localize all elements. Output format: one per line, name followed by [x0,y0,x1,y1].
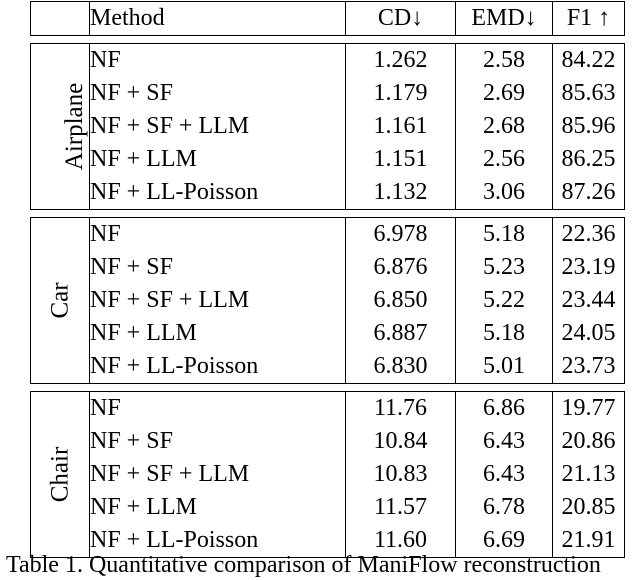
f1-cell: 19.77 [553,392,625,426]
header-method: Method [90,2,346,36]
table-body [31,36,625,558]
table-row [31,251,625,284]
spacer-cell [31,384,625,392]
cd-cell: 10.83 [346,458,456,491]
emd-cell: 5.18 [456,317,553,350]
f1-cell: 85.96 [553,110,625,143]
f1-cell: 21.91 [553,524,625,558]
method-cell: NF + SF + LLM [90,110,346,143]
table-row [31,218,625,252]
group-spacer [31,384,625,392]
table-row [31,77,625,110]
emd-cell: 6.78 [456,491,553,524]
cd-cell: 11.60 [346,524,456,558]
method-cell: NF + LLM [90,143,346,176]
group-label-cell [31,44,90,210]
cd-cell: 11.57 [346,491,456,524]
emd-cell: 2.58 [456,44,553,78]
table-row [31,317,625,350]
header-row [31,2,625,36]
emd-cell: 5.23 [456,251,553,284]
cd-cell: 1.132 [346,176,456,210]
emd-cell: 6.43 [456,458,553,491]
f1-cell: 20.85 [553,491,625,524]
header-emd: EMD↓ [456,2,553,36]
cd-cell: 6.978 [346,218,456,252]
cd-cell: 1.151 [346,143,456,176]
f1-cell: 87.26 [553,176,625,210]
emd-cell: 6.86 [456,392,553,426]
cd-cell: 6.876 [346,251,456,284]
method-cell: NF + LLM [90,317,346,350]
f1-cell: 21.13 [553,458,625,491]
emd-cell: 2.68 [456,110,553,143]
group-label: Chair [46,446,74,502]
table-row [31,458,625,491]
spacer-cell [31,36,625,44]
cd-cell: 1.179 [346,77,456,110]
cd-cell: 6.830 [346,350,456,384]
emd-cell: 5.01 [456,350,553,384]
method-cell: NF + SF [90,251,346,284]
emd-cell: 2.69 [456,77,553,110]
cd-cell: 1.161 [346,110,456,143]
spacer-cell [31,210,625,218]
emd-cell: 5.18 [456,218,553,252]
method-cell: NF [90,218,346,252]
f1-cell: 85.63 [553,77,625,110]
table-row [31,491,625,524]
group-label-cell [31,392,90,558]
table-row [31,176,625,210]
method-cell: NF [90,392,346,426]
emd-cell: 6.69 [456,524,553,558]
group-label-cell [31,218,90,384]
method-cell: NF + SF [90,425,346,458]
f1-cell: 24.05 [553,317,625,350]
emd-cell: 2.56 [456,143,553,176]
method-cell: NF + SF [90,77,346,110]
cd-cell: 1.262 [346,44,456,78]
method-cell: NF + LL-Poisson [90,176,346,210]
table-row [31,44,625,78]
method-cell: NF [90,44,346,78]
method-cell: NF + LL-Poisson [90,524,346,558]
f1-cell: 23.44 [553,284,625,317]
cd-cell: 11.76 [346,392,456,426]
cd-cell: 10.84 [346,425,456,458]
header-f1: F1 ↑ [553,2,625,36]
table-row [31,284,625,317]
cd-cell: 6.850 [346,284,456,317]
header-group-cell [31,2,90,36]
emd-cell: 3.06 [456,176,553,210]
results-table [30,1,625,558]
group-spacer [31,36,625,44]
method-cell: NF + LLM [90,491,346,524]
group-label: Airplane [61,82,89,170]
emd-cell: 6.43 [456,425,553,458]
emd-cell: 5.22 [456,284,553,317]
group-label: Car [46,281,74,319]
f1-cell: 23.73 [553,350,625,384]
header-cd: CD↓ [346,2,456,36]
f1-cell: 86.25 [553,143,625,176]
f1-cell: 84.22 [553,44,625,78]
table-row [31,143,625,176]
table-row [31,425,625,458]
method-cell: NF + SF + LLM [90,284,346,317]
method-cell: NF + LL-Poisson [90,350,346,384]
table-row [31,392,625,426]
table-row [31,350,625,384]
table-caption: Table 1. Quantitative comparison of ManiFlow reconstruction [6,552,601,578]
method-cell: NF + SF + LLM [90,458,346,491]
f1-cell: 22.36 [553,218,625,252]
group-spacer [31,210,625,218]
table-row [31,110,625,143]
f1-cell: 20.86 [553,425,625,458]
f1-cell: 23.19 [553,251,625,284]
cd-cell: 6.887 [346,317,456,350]
